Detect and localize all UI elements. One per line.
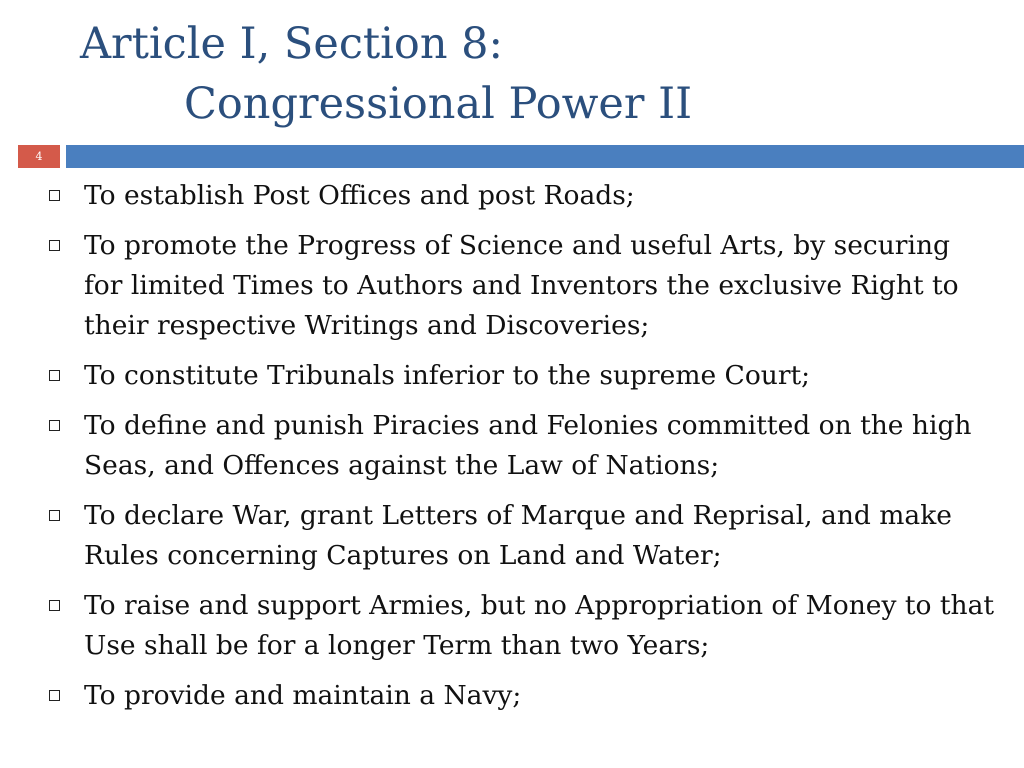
- square-bullet-icon: [49, 510, 60, 521]
- bullet-text: To provide and maintain a Navy;: [84, 680, 522, 711]
- bullet-list: [46, 176, 996, 726]
- bullet-text: To constitute Tribunals inferior to the supreme Court;: [84, 360, 811, 391]
- bullet-text: To define and punish Piracies and Felonies committed on the high Seas, and Offences against the Law of Nations;: [84, 410, 972, 481]
- bullet-text: To establish Post Offices and post Roads;: [84, 180, 635, 211]
- bullet-text: To raise and support Armies, but no Appropriation of Money to that Use shall be for a longer Term than two Years;: [84, 590, 995, 661]
- bullet-item: [46, 586, 996, 666]
- slide-title-line-2: Congressional Power II: [184, 79, 693, 129]
- bullet-item: [46, 176, 996, 216]
- bullet-item: [46, 226, 996, 346]
- square-bullet-icon: [49, 190, 60, 201]
- slide-title: [80, 14, 980, 134]
- square-bullet-icon: [49, 690, 60, 701]
- square-bullet-icon: [49, 420, 60, 431]
- bullet-text: To promote the Progress of Science and useful Arts, by securing for limited Times to Authors and Inventors the exclusive Right to their respective Writings and Discoveries;: [84, 230, 959, 341]
- slide-number: 4: [35, 150, 43, 163]
- bullet-item: [46, 676, 996, 716]
- square-bullet-icon: [49, 240, 60, 251]
- header-divider-bar: [66, 145, 1024, 168]
- slide-title-line-1: Article I, Section 8:: [80, 19, 504, 69]
- bullet-item: [46, 356, 996, 396]
- bullet-text: To declare War, grant Letters of Marque and Reprisal, and make Rules concerning Captures on Land and Water;: [84, 500, 952, 571]
- slide-number-badge: [18, 145, 60, 168]
- bullet-item: [46, 496, 996, 576]
- bullet-item: [46, 406, 996, 486]
- square-bullet-icon: [49, 370, 60, 381]
- square-bullet-icon: [49, 600, 60, 611]
